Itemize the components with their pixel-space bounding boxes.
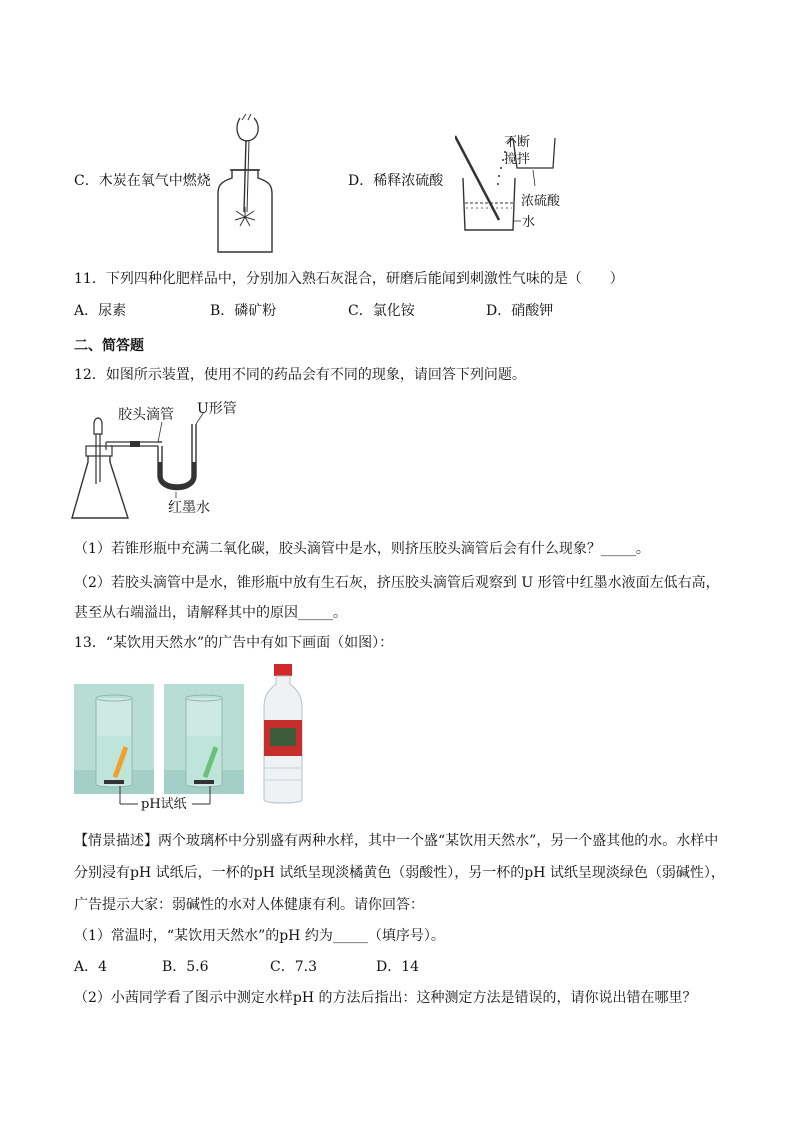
q13-stem: 13．“某饮用天然水”的广告中有如下画面（如图）： [74,635,394,651]
q11-stem: 11．下列四种化肥样品中，分别加入熟石灰混合，研磨后能闻到刺激性气味的是（ ） [74,271,624,287]
stir-label-1: 不断 [504,135,531,150]
q11-option-b: B．磷矿粉 [210,303,277,319]
acid-label: 浓硫酸 [521,194,561,209]
water-label: 水 [522,215,536,230]
q13-sub2: （2）小茜同学看了图示中测定水样pH 的方法后指出：这种测定方法是错误的，请你说出错在哪里？ [74,990,697,1006]
q13-option-a: A．4 [74,959,108,975]
water-bottle-photo [258,664,308,806]
q13-desc-line2: 分别浸有pH 试纸后，一杯的pH 试纸呈现淡橘黄色（弱酸性），另一杯的pH 试纸呈现淡绿色（弱碱性）， [74,865,725,881]
stir-label-2: 搅拌 [504,152,531,167]
section-title: 二、简答题 [74,338,144,354]
charcoal-burning-figure [210,112,280,257]
utube-label: U形管 [197,401,237,417]
q13-desc-line1: 【情景描述】两个玻璃杯中分别盛有两种水样，其中一个盛“某饮用天然水”，另一个盛其他的水。水样中 [74,833,719,849]
q11-option-c: C．氯化铵 [348,303,415,319]
q13-sub1: （1）常温时，“某饮用天然水”的pH 约为_____（填序号）。 [74,928,445,944]
ink-label: 红墨水 [168,500,210,516]
q11-option-d: D．硝酸钾 [486,303,554,319]
q13-option-b: B．5.6 [162,959,209,975]
q13-option-c: C．7.3 [270,959,317,975]
q12-stem: 12．如图所示装置，使用不同的药品会有不同的现象，请回答下列问题。 [74,367,526,383]
q11-option-a: A．尿素 [74,303,127,319]
dropper-label: 胶头滴管 [118,407,174,423]
q13-option-d: D．14 [376,959,420,975]
q13-desc-line3: 广告提示大家：弱碱性的水对人体健康有利。请你回答： [74,897,424,913]
q12-sub1: （1）若锥形瓶中充满二氧化碳，胶头滴管中是水，则挤压胶头滴管后会有什么现象？_____。 [74,541,650,557]
water-glass-photo-2 [164,684,244,794]
water-glass-photo-1 [74,684,154,794]
q10-option-d: D．稀释浓硫酸 [348,173,444,189]
q12-sub2-line1: （2）若胶头滴管中是水，锥形瓶中放有生石灰，挤压胶头滴管后观察到 U 形管中红墨水液面左低右高， [74,575,720,591]
ph-paper-label: pH试纸 [141,797,187,812]
q12-sub2-line2: 甚至从右端溢出，请解释其中的原因_____。 [74,605,347,621]
q10-option-c: C．木炭在氧气中燃烧 [74,173,211,189]
